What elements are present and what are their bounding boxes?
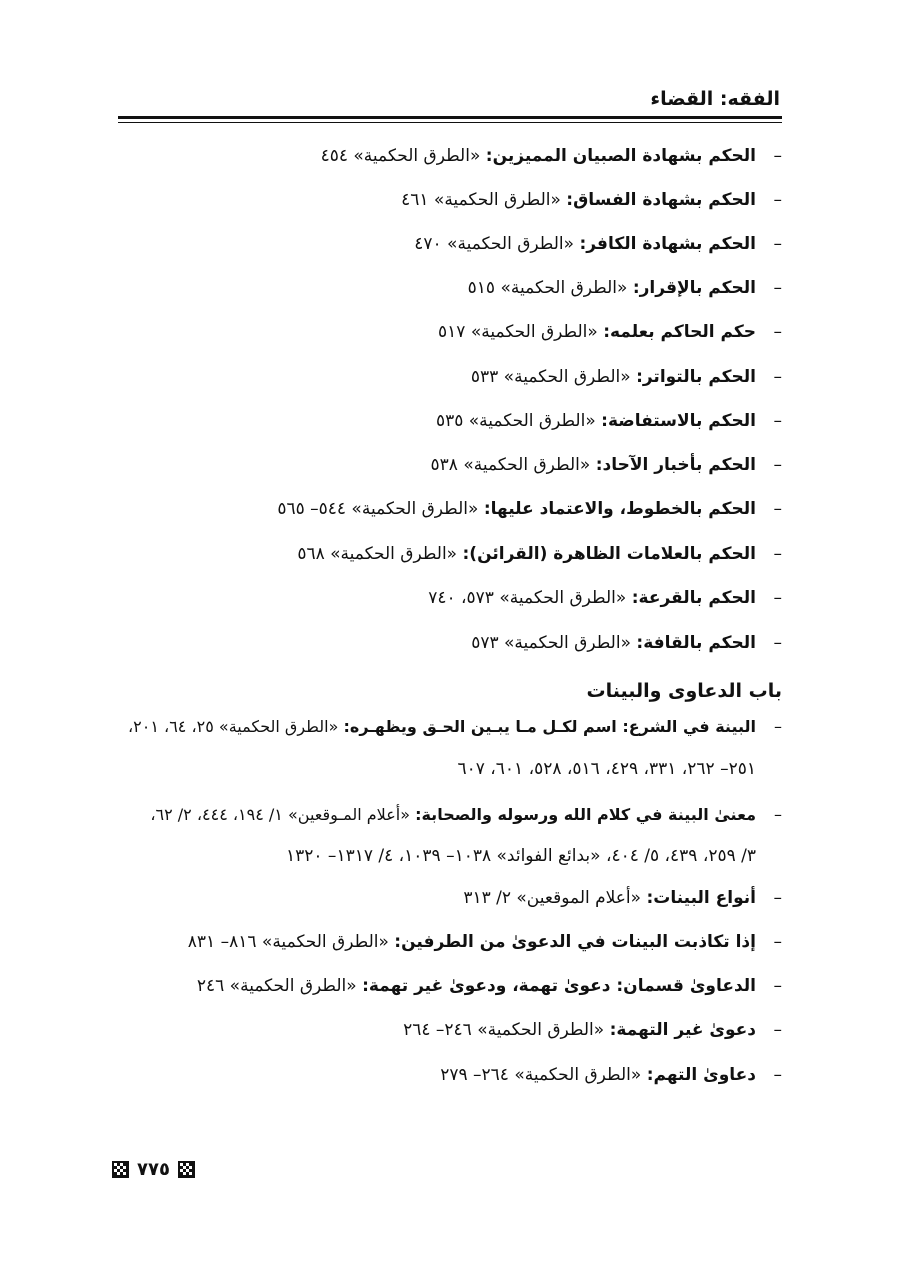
entry-dash: – [773,499,782,519]
index-entry [118,496,782,522]
entry-dash: – [773,1065,782,1085]
entry-dash: – [773,544,782,564]
entry-reference: «الطرق الحكمية» ٤٦١ [401,190,561,210]
entry-reference: «الطرق الحكمية» ٤٥٤ [320,146,481,166]
entry-label: دعاوىٰ التهم: [646,1065,756,1085]
entry-reference: «الطرق الحكمية» ٢٥، ٦٤، ٢٠١، [128,717,339,736]
entry-dash: – [773,932,782,952]
entry-dash: – [773,633,782,653]
entry-label: الدعاوىٰ قسمان: دعوىٰ تهمة، ودعوىٰ غير تهمة: [362,976,756,996]
entry-label: الحكم بشهادة الكافر: [579,234,756,254]
entry-dash: – [773,888,782,908]
entry-label: الحكم بشهادة الصبيان المميزين: [485,146,756,166]
index-entry [118,973,782,999]
entry-dash: – [774,717,782,736]
entry-label: الحكم بشهادة الفساق: [566,190,756,210]
index-entry [118,929,782,955]
index-entry [118,541,782,567]
index-entry [118,231,782,257]
entry-dash: – [773,234,782,254]
running-header [118,84,782,124]
entry-reference: «الطرق الحكمية» ٥٤٤– ٥٦٥ [277,499,479,519]
entry-reference: «الطرق الحكمية» ٢٤٦– ٢٦٤ [403,1020,605,1040]
header-title: الفقه: القضاء [650,88,780,110]
index-entry [118,452,782,478]
entry-label: أنواع البينات: [646,888,756,908]
entry-reference: «الطرق الحكمية» ٥١٧ [438,322,598,342]
index-entry [118,885,782,911]
entry-reference: «الطرق الحكمية» ٢٦٤– ٢٧٩ [440,1065,642,1085]
index-entry [118,1062,782,1088]
entry-dash: – [773,278,782,298]
entry-reference: «الطرق الحكمية» ٨١٦– ٨٣١ [187,932,389,952]
index-entry [118,714,782,740]
checkered-ornament-icon [112,1161,129,1178]
index-entry [118,585,782,611]
index-entry [118,408,782,434]
entry-reference: «الطرق الحكمية» ٥٦٨ [297,544,458,564]
entry-label: الحكم بالخطوط، والاعتماد عليها: [483,499,756,519]
entry-label: دعوىٰ غير التهمة: [609,1020,756,1040]
entry-dash: – [773,367,782,387]
entry-reference: «الطرق الحكمية» ٥٣٨ [430,455,591,475]
index-entry [118,364,782,390]
entry-reference: «الطرق الحكمية» ٥٧٣ [471,633,631,653]
entry-continuation: ٢٥١– ٢٦٢، ٣٣١، ٤٢٩، ٥١٦، ٥٢٨، ٦٠١، ٦٠٧ [457,759,756,779]
entry-label: معنىٰ البينة في كلام الله ورسوله والصحابة: [415,805,756,824]
entry-reference: «الطرق الحكمية» ٥٣٣ [470,367,631,387]
index-entry [118,143,782,169]
entry-label: الحكم بالقافة: [636,633,756,653]
entry-label: البينة في الشرع: اسم لكـل مـا يبـين الحـق ويظهـره: [343,717,756,736]
entry-dash: – [773,588,782,608]
index-entry [118,275,782,301]
page-footer [112,1156,195,1182]
index-entry [118,187,782,213]
index-entry [118,802,782,828]
entry-reference: «الطرق الحكمية» ٥٣٥ [435,411,596,431]
header-rule-thick [118,116,782,119]
entry-label: الحكم بالعلامات الظاهرة (القرائن): [462,544,756,564]
entry-reference: «أعلام الموقعين» ٢/ ٣١٣ [463,888,642,908]
entry-continuation: ٣/ ٢٥٩، ٤٣٩، ٥/ ٤٠٤، «بدائع الفوائد» ١٠٣٨– ١٠٣٩، ٤/ ١٣١٧– ١٣٢٠ [286,846,756,866]
entry-label: الحكم بالإقرار: [632,278,756,298]
entry-dash: – [773,1020,782,1040]
entry-label: إذا تكاذبت البينات في الدعوىٰ من الطرفين: [394,932,756,952]
entry-dash: – [773,455,782,475]
entry-reference: «أعلام المـوقعين» ١/ ١٩٤، ٤٤٤، ٢/ ٦٢، [150,805,410,824]
entry-label: الحكم بالتواتر: [636,367,756,387]
entry-reference: «الطرق الحكمية» ٥١٥ [467,278,628,298]
entry-dash: – [773,976,782,996]
entry-label: الحكم بالقرعة: [631,588,756,608]
page-number: ٧٧٥ [137,1158,170,1180]
entry-dash: – [773,190,782,210]
entry-label: الحكم بأخبار الآحاد: [595,455,756,475]
entry-dash: – [773,322,782,342]
entry-dash: – [773,411,782,431]
index-entry [118,630,782,656]
section-heading: باب الدعاوى والبينات [586,680,782,702]
index-entry [118,1017,782,1043]
entry-dash: – [773,146,782,166]
entry-label: الحكم بالاستفاضة: [601,411,756,431]
header-rule-thin [118,122,782,123]
checkered-ornament-icon [178,1161,195,1178]
entry-reference: «الطرق الحكمية» ٢٤٦ [196,976,357,996]
entry-reference: «الطرق الحكمية» ٥٧٣، ٧٤٠ [428,588,627,608]
entry-dash: – [774,805,782,824]
entry-label: حكم الحاكم بعلمه: [603,322,756,342]
entry-reference: «الطرق الحكمية» ٤٧٠ [414,234,575,254]
index-entry [118,319,782,345]
